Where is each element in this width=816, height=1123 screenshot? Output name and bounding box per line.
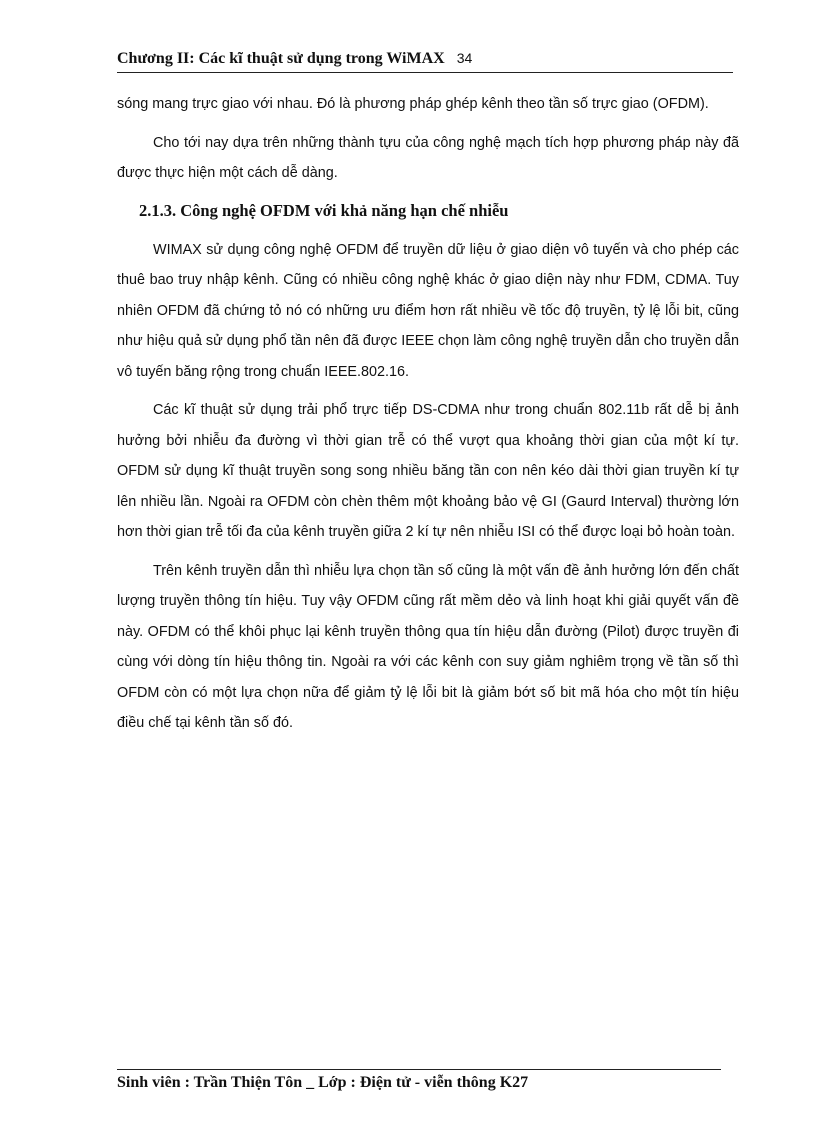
paragraph: Trên kênh truyền dẫn thì nhiễu lựa chọn tần số cũng là một vấn đề ảnh hưởng lớn đến chất lượng truyền thông tín hiệu. Tuy vậy OFDM cũng rất mềm dẻo và linh hoạt khi giải quyết vấn đề này. OFDM có thể khôi phục lại kênh truyền thông qua tín hiệu dẫn đường (Pilot) được truyền đi cùng với dòng tín hiệu thông tin. Ngoài ra với các kênh con suy giảm nghiêm trọng về tần số thì OFDM còn có một lựa chọn nữa để giảm tỷ lệ lỗi bit là giảm bớt số bit mã hóa cho một tín hiệu điều chế tại kênh tần số đó. — [117, 562, 739, 731]
page-number: 34 — [456, 50, 473, 66]
chapter-title: Chương II: Các kĩ thuật sử dụng trong WiMAX — [117, 50, 445, 67]
page-footer: Sinh viên : Trần Thiện Tôn _ Lớp : Điện tử - viễn thông K27 — [117, 1074, 529, 1091]
document-body — [117, 89, 739, 747]
section-heading: 2.1.3. Công nghệ OFDM với khả năng hạn chế nhiễu — [139, 200, 509, 220]
page-header — [117, 50, 733, 73]
footer-divider — [117, 1069, 721, 1070]
paragraph: WIMAX sử dụng công nghệ OFDM để truyền dữ liệu ở giao diện vô tuyến và cho phép các thuê bao truy nhập kênh. Cũng có nhiều công nghệ khác ở giao diện này như FDM, CDMA. Tuy nhiên OFDM đã chứng tỏ nó có những ưu điểm hơn rất nhiều về tốc độ truyền, tỷ lệ lỗi bit, cũng như hiệu quả sử dụng phổ tần nên đã được IEEE chọn làm công nghệ truyền dẫn cho truyền dẫn vô tuyến băng rộng trong chuẩn IEEE.802.16. — [117, 241, 739, 380]
paragraph: Các kĩ thuật sử dụng trải phổ trực tiếp DS-CDMA như trong chuẩn 802.11b rất dễ bị ảnh hưởng bởi nhiễu đa đường vì thời gian trễ có thể vượt qua khoảng thời gian của một kí tự. OFDM sử dụng kĩ thuật truyền song song nhiều băng tần con nên kéo dài thời gian truyền kí tự lên nhiều lần. Ngoài ra OFDM còn chèn thêm một khoảng bảo vệ GI (Gaurd Interval) thường lớn hơn thời gian trễ tối đa của kênh truyền giữa 2 kí tự nên nhiễu ISI có thể được loại bỏ hoàn toàn. — [117, 402, 739, 540]
paragraph: sóng mang trực giao với nhau. Đó là phương pháp ghép kênh theo tần số trực giao (OFDM). — [117, 96, 709, 112]
paragraph: Cho tới nay dựa trên những thành tựu của công nghệ mạch tích hợp phương pháp này đã được thực hiện một cách dễ dàng. — [117, 134, 739, 181]
